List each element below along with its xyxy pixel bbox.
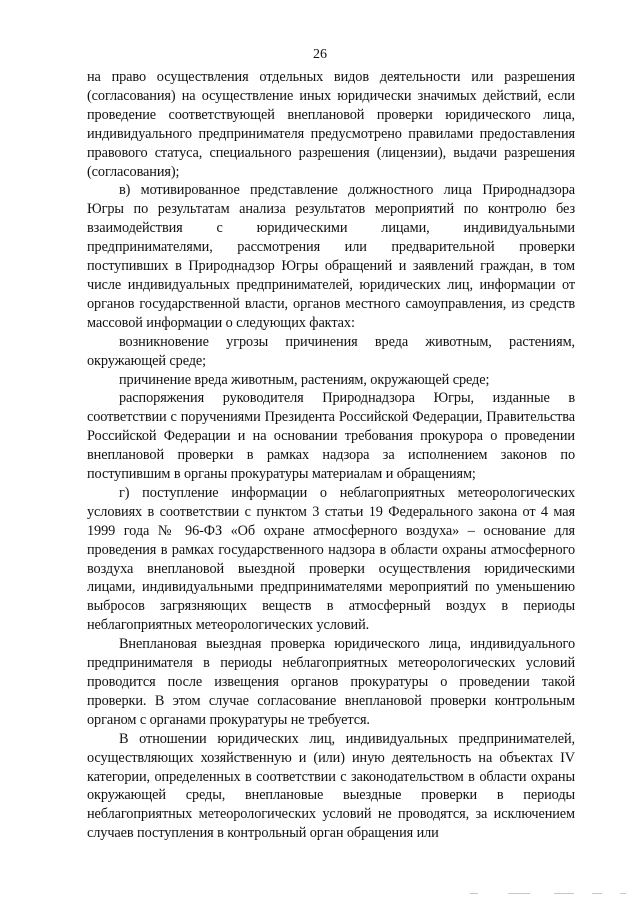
paragraph-item-v: в) мотивированное представление должностного лица Природнадзора Югры по результатам анализа результатов мероприятий по контролю без взаимодействия с юридическими лицами, индивидуальными предпринимателями, рассмотрения или предварительной проверки поступивших в Природнадзор Югры обращений и заявлений граждан, в том числе индивидуальных предпринимателей, юридических лиц, информации от органов государственной власти, органов местного самоуправления, из средств массовой информации о следующих фактах:	[87, 182, 575, 331]
page-number: 26	[313, 47, 327, 62]
paragraph-orders-of-head: распоряжения руководителя Природнадзора Югры, изданные в соответствии с поручениями Президента Российской Федерации, Правительства Российской Федерации и на основании требования прокурора о проведении внеплановой проверки в рамках надзора за исполнением законов по поступившим в органы прокуратуры материалам и обращениям;	[87, 390, 575, 483]
document-body	[87, 68, 575, 843]
paragraph-continuation: на право осуществления отдельных видов деятельности или разрешения (согласования) на осуществление иных юридически значимых действий, если проведение соответствующей внеплановой проверки юридического лица, индивидуального предпринимателя предусмотрено правилами предоставления правового статуса, специального разрешения (лицензии), выдачи разрешения (согласования);	[87, 69, 575, 180]
paragraph-item-g: г) поступление информации о неблагоприятных метеорологических условиях в соответствии с пунктом 3 статьи 19 Федерального закона от 4 мая 1999 года № 96-ФЗ «Об охране атмосферного воздуха» – основание для проведения в рамках государственного надзора в области охраны атмосферного воздуха внеплановой выездной проверки осуществления юридическими лицами, индивидуальными предпринимателями мероприятий по уменьшению выбросов загрязняющих веществ в атмосферный воздух в периоды неблагоприятных метеорологических условий.	[87, 484, 575, 634]
paragraph-category-iv-objects: В отношении юридических лиц, индивидуальных предпринимателей, осуществляющих хозяйственную и (или) иную деятельность на объектах IV категории, определенных в соответствии с законодательством в области охраны окружающей среды, внеплановые выездные проверки в периоды неблагоприятных метеорологических условий не проводятся, за исключением случаев поступления в контрольный орган обращения или	[87, 730, 575, 842]
scan-artifact-marks	[470, 893, 630, 897]
paragraph-threat-of-harm: возникновение угрозы причинения вреда животным, растениям, окружающей среде;	[87, 333, 575, 369]
paragraph-harm-caused: причинение вреда животным, растениям, окружающей среде;	[119, 371, 490, 388]
paragraph-unscheduled-inspection: Внеплановая выездная проверка юридического лица, индивидуального предпринимателя в периоды неблагоприятных метеорологических условий проводится после извещения органов прокуратуры о проведении такой проверки. В этом случае согласование внеплановой проверки контрольным органом с органами прокуратуры не требуется.	[87, 636, 575, 728]
